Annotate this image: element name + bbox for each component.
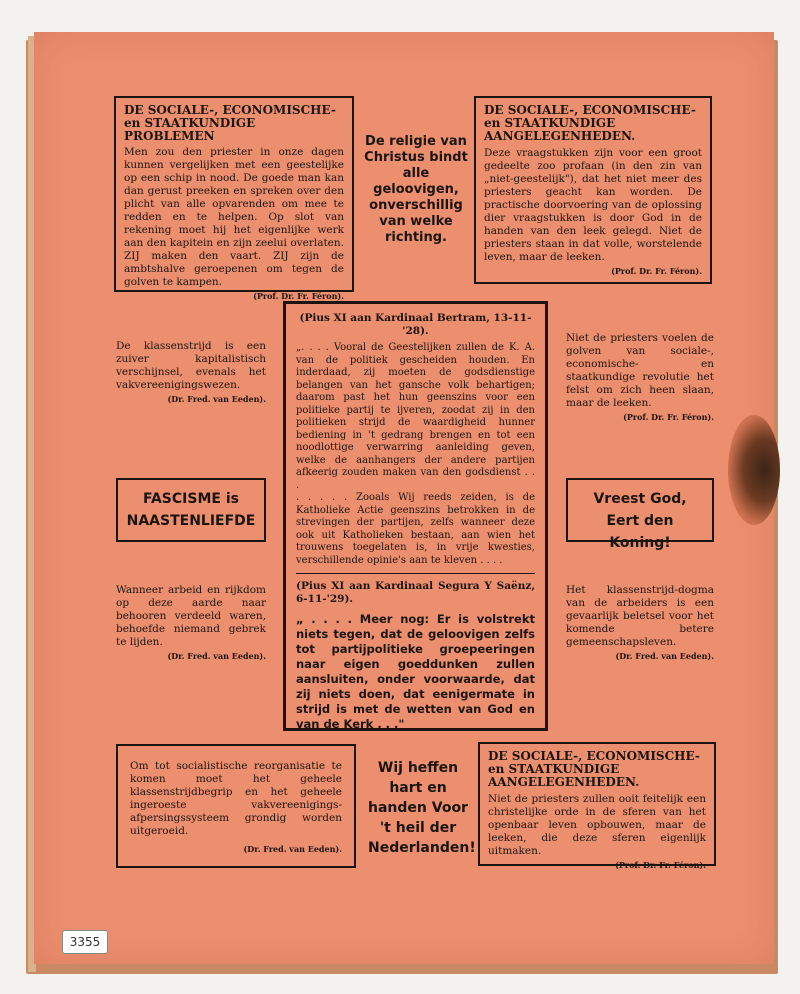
box-heading: AANGELEGENHEDEN. — [488, 775, 640, 789]
box-heading: DE SOCIALE-, ECONOMISCHE- — [124, 103, 336, 117]
box-aangelegenheden-top — [474, 96, 712, 284]
quote-priesters-golven — [566, 332, 714, 422]
quote-body: „ . . . . Meer nog: Er is volstrekt niets tegen, dat de geloovigen zelfs tot partijpolitieke groepeeringen naar eigen goeddunken zullen aansluiten, onder voorwaarde, dat zij niets doen, dat eenigermate in strijd is met de wetten van God en van de Kerk . . ." — [296, 612, 535, 731]
box-body: Niet de priesters zullen ooit feitelijk een christelijke orde in de sferen van het openbaar leven opbouwen, maar de leeken, die deze sferen eigenlijk uitmaken. — [488, 793, 706, 857]
box-body: Om tot socialistische reorganisatie te komen moet het geheele klassenstrijdbegrip en het geheele ingeroeste vakvereenigings-afpersingssysteem grondig worden uitgeroeid. — [130, 760, 342, 837]
quote-body: . . . . . Zooals Wij reeds zeiden, is de Katholieke Actie geenszins betrokken in de strevingen der partijen, zelfs wanneer deze ook uit Katholieken bestaan, aan wien het trouwens toegelaten is, in vrije kwesties, verschillende opinie's aan te kleven . . . . — [296, 492, 535, 566]
motto-nederlanden: Wij heffen hart en handen Voor 't heil der Nederlanden! — [368, 760, 476, 856]
box-heading: AANGELEGENHEDEN. — [484, 129, 636, 143]
slogan-fascisme — [116, 478, 266, 542]
box-heading: en STAATKUNDIGE — [488, 762, 620, 776]
quote-source: (Dr. Fred. van Eeden). — [615, 651, 714, 661]
quote-source: (Prof. Dr. Fr. Féron). — [615, 860, 706, 870]
quote-klassenstrijd — [116, 340, 266, 404]
quote-source: (Dr. Fred. van Eeden). — [167, 394, 266, 404]
quote-body: Niet de priesters voelen de golven van sociale-, economische- en staatkundige revolutie het felst om zich heen slaan, maar de leeken. — [566, 332, 714, 409]
box-aangelegenheden-bottom — [478, 742, 716, 870]
box-body: Men zou den priester in onze dagen kunnen vergelijken met een geestelijke op een schip in nood. De goede man kan dan gerust preeken en spreken over den plicht van alle opvarenden om mee te redden en te helpen. Op slot van rekening moet hij het eigenlijke werk aan den kapitein en zijn zeelui overlaten. ZIJ maken den vaart. ZIJ zijn de ambtshalve geroepenen om tegen de golven te kampen. — [124, 146, 344, 288]
quote-arbeid-rijkdom — [116, 584, 266, 661]
slogan-line: Vreest God, — [593, 491, 687, 507]
box-problemen — [114, 96, 354, 301]
box-heading: en STAATKUNDIGE PROBLEMEN — [124, 116, 256, 143]
quote-source: (Prof. Dr. Fr. Féron). — [623, 412, 714, 422]
box-body: Deze vraagstukken zijn voor een groot gedeelte zoo profaan (in den zin van „niet-geestelijk"), dat het niet meer des priesters geacht kan worden. De practische doorvoering van de oplossing dier vraagstukken is door God in de handen van den leek gelegd. Niet de priesters staan in dat volle, worstelende leven, maar de leeken. — [484, 147, 702, 263]
box-reorganisatie — [116, 744, 356, 868]
quote-klassenstrijd-dogma — [566, 584, 714, 661]
papal-quotes-box — [283, 301, 548, 731]
inventory-sticker: 3355 — [62, 930, 108, 954]
quote-body: De klassenstrijd is een zuiver kapitalistisch verschijnsel, evenals het vakvereenigingswezen. — [116, 340, 266, 391]
slogan-vreest-god — [566, 478, 714, 551]
quote-source: (Dr. Fred. van Eeden). — [167, 651, 266, 661]
quote-body: Wanneer arbeid en rijkdom op deze aarde naar behooren verdeeld waren, behoefde niemand gebrek te lijden. — [116, 584, 266, 648]
quote-source: (Pius XI aan Kardinaal Segura Y Saënz, 6-11-'29). — [296, 580, 535, 605]
quote-body: Het klassenstrijd-dogma van de arbeiders is een gevaarlijk beletsel voor het komende betere gemeenschapsleven. — [566, 584, 714, 648]
quote-body: „. . . . Vooral de Geestelijken zullen de K. A. van de politiek gescheiden houden. En inderdaad, zij moeten de godsdienstige belangen van het gansche volk behartigen; daarom past het hun geenszins voor een politieke partij te ijveren, zoodat zij in den politieken strijd de waardigheid hunner bediening in 't gedrang brengen en tot een noodlottige verwarring aanleiding geven, welke de aanhangers der andere partijen afkeerig zouden maken van den godsdienst . . . — [296, 342, 535, 491]
burn-mark — [728, 415, 780, 525]
box-heading: en STAATKUNDIGE — [484, 116, 616, 130]
box-heading: DE SOCIALE-, ECONOMISCHE- — [484, 103, 696, 117]
slogan-line: FASCISME is — [143, 491, 239, 507]
quote-source: (Dr. Fred. van Eeden). — [243, 844, 342, 854]
box-heading: DE SOCIALE-, ECONOMISCHE- — [488, 749, 700, 763]
slogan-line: Eert den Koning! — [606, 513, 674, 551]
religion-statement: De religie van Christus bindt alle geloovigen, onverschillig van welke richting. — [364, 134, 468, 245]
quote-source: (Pius XI aan Kardinaal Bertram, 13-11-'28). — [299, 312, 532, 337]
slogan-line: NAASTENLIEFDE — [126, 513, 256, 529]
divider — [296, 573, 535, 574]
quote-source: (Prof. Dr. Fr. Féron). — [253, 291, 344, 301]
quote-source: (Prof. Dr. Fr. Féron). — [611, 266, 702, 276]
